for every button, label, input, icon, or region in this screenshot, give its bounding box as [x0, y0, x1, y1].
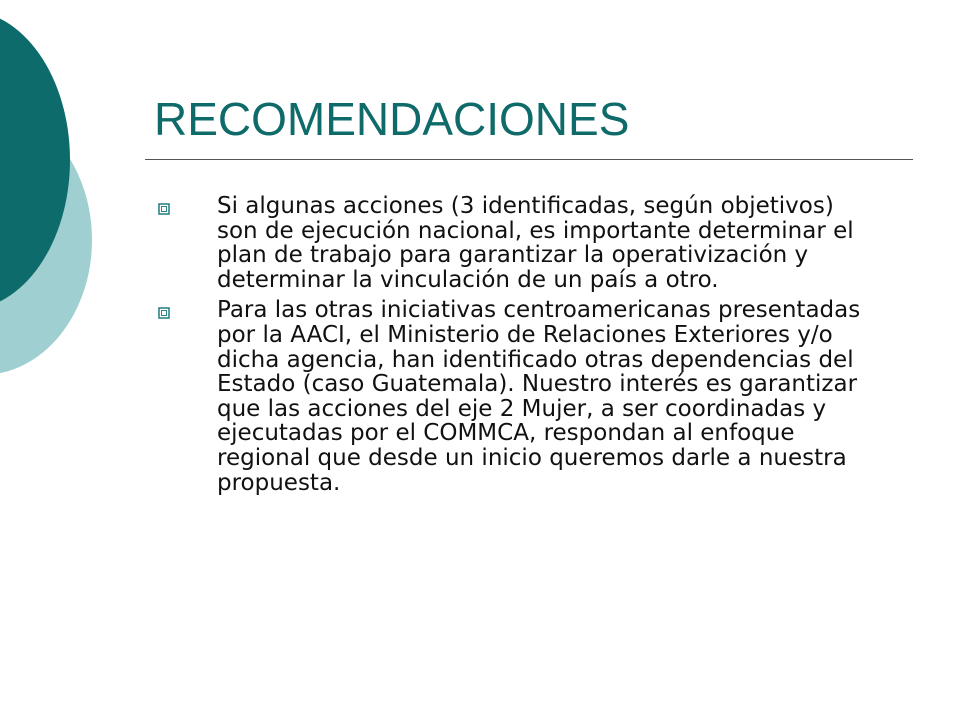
hollow-square-bullet-icon [156, 201, 172, 217]
decorative-circles [0, 0, 120, 400]
hollow-square-bullet-icon [156, 305, 172, 321]
bullet-item [156, 298, 876, 495]
title-underline [145, 159, 913, 160]
bullet-list [156, 194, 876, 501]
bullet-text: Para las otras iniciativas centroamericanas presentadas por la AACI, el Ministerio de Relaciones Exteriores y/o dicha agencia, han identificado otras dependencias del Estado (caso Guatemala). Nuestro interés es garantizar que las acciones del eje 2 Mujer, a ser coordinadas y ejecutadas por el COMMCA, respondan al enfoque regional que desde un inicio queremos darle a nuestra propuesta. [217, 297, 861, 496]
bullet-item [156, 194, 876, 292]
bullet-text: Si algunas acciones (3 identificadas, según objetivos) son de ejecución nacional, es importante determinar el plan de trabajo para garantizar la operativización y determinar la vinculación de un país a otro. [217, 193, 854, 293]
slide-title: RECOMENDACIONES [154, 93, 630, 145]
